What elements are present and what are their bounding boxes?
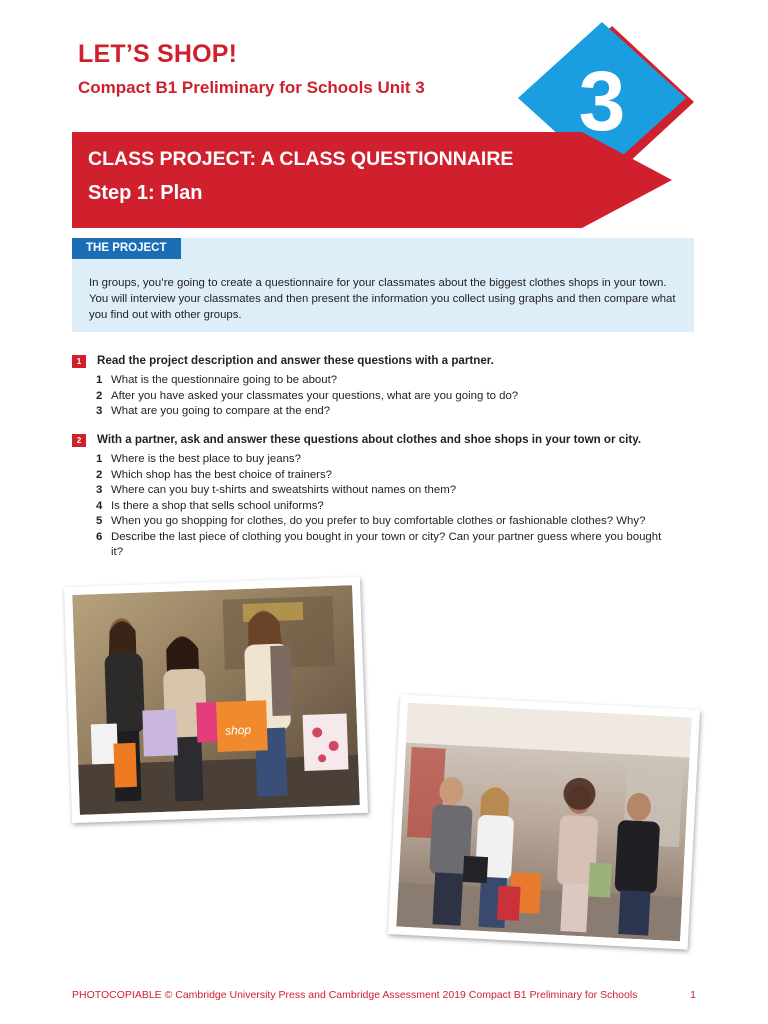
- bag-shop-label: shop: [224, 722, 252, 738]
- bag-green: [588, 862, 612, 897]
- bag-orange-left: [113, 743, 137, 788]
- girl-left-body: [104, 653, 145, 734]
- banner-background: [72, 132, 672, 228]
- question-item: [96, 483, 712, 499]
- question-item: [96, 373, 712, 389]
- question-item: [96, 389, 712, 405]
- task-number: 1: [72, 355, 86, 368]
- question-item: [96, 468, 712, 484]
- man-left-legs: [432, 872, 463, 925]
- question-text: What are you going to compare at the end?: [111, 405, 331, 417]
- man-right-body: [614, 820, 660, 894]
- question-number: 3: [96, 484, 103, 496]
- question-number: 4: [96, 499, 103, 512]
- question-number: 5: [96, 515, 103, 527]
- task-instruction: With a partner, ask and answer these questions about clothes and shoe shops in your town or city.: [97, 433, 642, 446]
- girl-right-scarf: [270, 645, 292, 716]
- task-2: [72, 433, 712, 561]
- banner-step: Step 1: Plan: [88, 182, 203, 204]
- footer-copyright: PHOTOCOPIABLE © Cambridge University Press and Cambridge Assessment 2019 Compact B1 Preliminary for Schools: [72, 989, 638, 1001]
- task-1: [72, 354, 712, 420]
- photo-girls-shopping-image: [72, 585, 360, 815]
- question-number: 3: [96, 405, 103, 417]
- task-number: 2: [72, 434, 86, 447]
- question-number: 6: [96, 530, 103, 543]
- page-title: LET’S SHOP!: [78, 40, 238, 68]
- banner-shape: [72, 132, 672, 228]
- project-label: THE PROJECT: [72, 238, 181, 259]
- photo-friends-mall: [388, 694, 700, 949]
- banner-title: CLASS PROJECT: A CLASS QUESTIONNAIRE: [88, 148, 514, 170]
- question-list: [96, 373, 712, 420]
- question-text: Which shop has the best choice of trainers?: [111, 468, 332, 481]
- girl-middle-legs: [173, 737, 203, 802]
- task-instruction: Read the project description and answer these questions with a partner.: [97, 354, 494, 367]
- question-item: [96, 499, 712, 515]
- question-text: Where can you buy t-shirts and sweatshirts without names on them?: [111, 484, 457, 496]
- question-text: Is there a shop that sells school uniforms?: [111, 499, 324, 512]
- question-number: 1: [96, 453, 103, 465]
- question-text: What is the questionnaire going to be about?: [111, 374, 338, 386]
- bag-lavender: [142, 709, 178, 756]
- page-number: 1: [690, 989, 696, 1001]
- question-text: Describe the last piece of clothing you bought in your town or city? Can your partner guess where you bought it?: [111, 530, 662, 558]
- question-item: [96, 514, 712, 530]
- question-item: [96, 404, 712, 420]
- woman-curly-legs: [560, 883, 588, 932]
- photo-friends-mall-image: [396, 703, 691, 942]
- question-text: When you go shopping for clothes, do you prefer to buy comfortable clothes or fashionable clothes? Why?: [111, 515, 646, 527]
- bag-red: [497, 886, 521, 921]
- photo-girls-shopping: [64, 577, 368, 823]
- question-number: 2: [96, 468, 103, 481]
- man-right-legs: [618, 890, 650, 936]
- project-description: In groups, you’re going to create a questionnaire for your classmates about the biggest clothes shops in your town. You will interview your classmates and then present the information you collect using graphs and then compare what you find out with other groups.: [89, 277, 676, 321]
- project-box: [72, 238, 694, 332]
- page-subtitle: Compact B1 Preliminary for Schools Unit 3: [78, 78, 425, 97]
- question-number: 1: [96, 374, 103, 386]
- question-text: Where is the best place to buy jeans?: [111, 453, 301, 465]
- question-list: [96, 452, 712, 561]
- question-item: [96, 530, 712, 561]
- question-number: 2: [96, 389, 103, 402]
- question-text: After you have asked your classmates your questions, what are you going to do?: [111, 389, 519, 402]
- unit-number: 3: [578, 54, 626, 148]
- footer: [72, 989, 696, 1001]
- bag-floral: [303, 713, 349, 771]
- bag-dark: [463, 856, 488, 883]
- question-item: [96, 452, 712, 468]
